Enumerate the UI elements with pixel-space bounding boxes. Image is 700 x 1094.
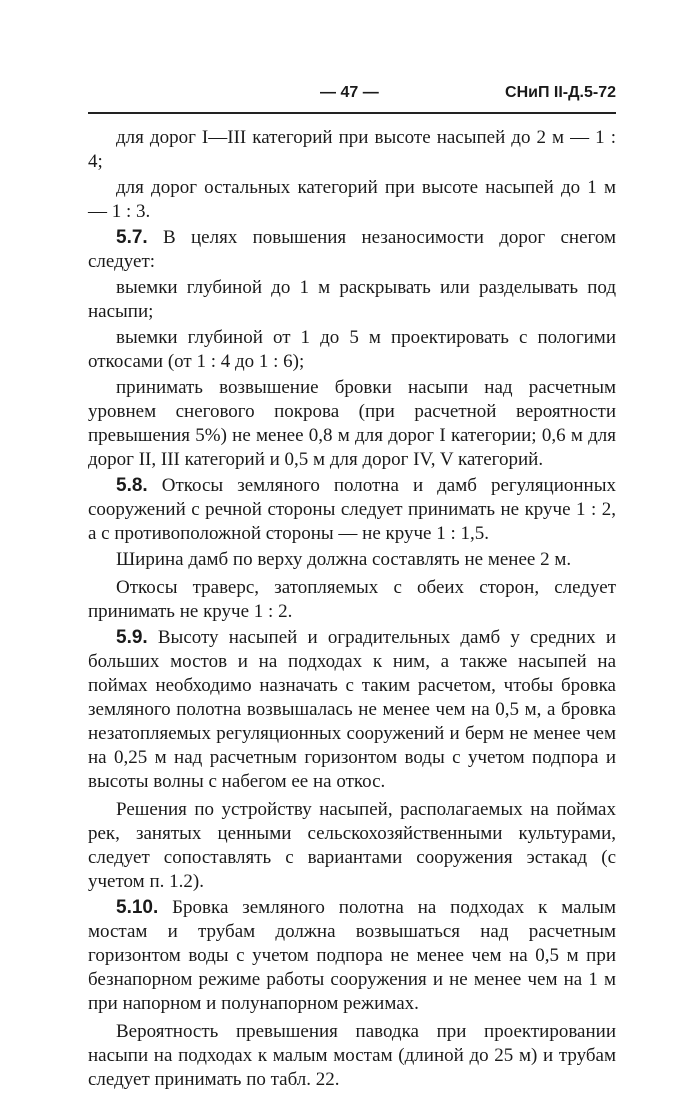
clause-number: 5.9. (116, 627, 148, 648)
header-divider (88, 112, 616, 114)
paragraph: Откосы траверс, затопляемых с обеих сторон, следует принимать не круче 1 : 2. (88, 577, 616, 622)
document-code: СНиП II-Д.5-72 (505, 84, 616, 101)
paragraph: Вероятность превышения паводка при проектировании насыпи на подходах к малым мостам (длиной до 25 м) и трубам следует принимать по табл. 22. (88, 1021, 616, 1090)
clause-5-8: 5.8. Откосы земляного полотна и дамб регуляционных сооружений с речной стороны следует принимать не круче 1 : 2, а с противоположной стороны — не круче 1 : 1,5. (88, 475, 616, 544)
clause-number: 5.7. (116, 227, 148, 248)
paragraph: Решения по устройству насыпей, располагаемых на поймах рек, занятых ценными сельскохозяйственными культурами, следует сопоставлять с вариантами сооружения эстакад (с учетом п. 1.2). (88, 799, 616, 892)
clause-5-10: 5.10. Бровка земляного полотна на подходах к малым мостам и трубам должна возвышаться над расчетным горизонтом воды с учетом подпора не менее чем на 0,5 м при безнапорном режиме работы сооружения и не менее чем на 1 м при напорном и полунапорном режимах. (88, 897, 616, 1014)
paragraph: принимать возвышение бровки насыпи над расчетным уровнем снегового покрова (при расчетной вероятности превышения 5%) не менее 0,8 м для дорог I категории; 0,6 м для дорог II, III категорий и 0,5 м для дорог IV, V категорий. (88, 377, 616, 470)
clause-number: 5.8. (116, 475, 148, 496)
document-page (88, 84, 616, 1094)
paragraph: для дорог остальных категорий при высоте насыпей до 1 м — 1 : 3. (88, 177, 616, 222)
paragraph: Ширина дамб по верху должна составлять не менее 2 м. (116, 549, 572, 570)
clause-5-7: 5.7. В целях повышения незаносимости дорог снегом следует: (88, 227, 616, 272)
paragraph: для дорог I—III категорий при высоте насыпей до 2 м — 1 : 4; (88, 127, 616, 172)
clause-number: 5.10. (116, 897, 159, 918)
paragraph: выемки глубиной от 1 до 5 м проектировать с пологими откосами (от 1 : 4 до 1 : 6); (88, 327, 616, 372)
page-header (88, 84, 616, 112)
page-number: — 47 — (320, 84, 379, 101)
document-body (88, 126, 616, 1092)
paragraph: выемки глубиной до 1 м раскрывать или разделывать под насыпи; (88, 277, 616, 322)
clause-5-9: 5.9. Высоту насыпей и оградительных дамб у средних и больших мостов и на подходах к ним, а также насыпей на поймах необходимо назначать с таким расчетом, чтобы бровка земляного полотна возвышалась не менее чем на 0,5 м, а бровка незатопляемых регуляционных сооружений и берм не менее чем на 0,25 м над расчетным горизонтом воды с учетом подпора и высоты волны с набегом ее на откос. (88, 627, 616, 792)
